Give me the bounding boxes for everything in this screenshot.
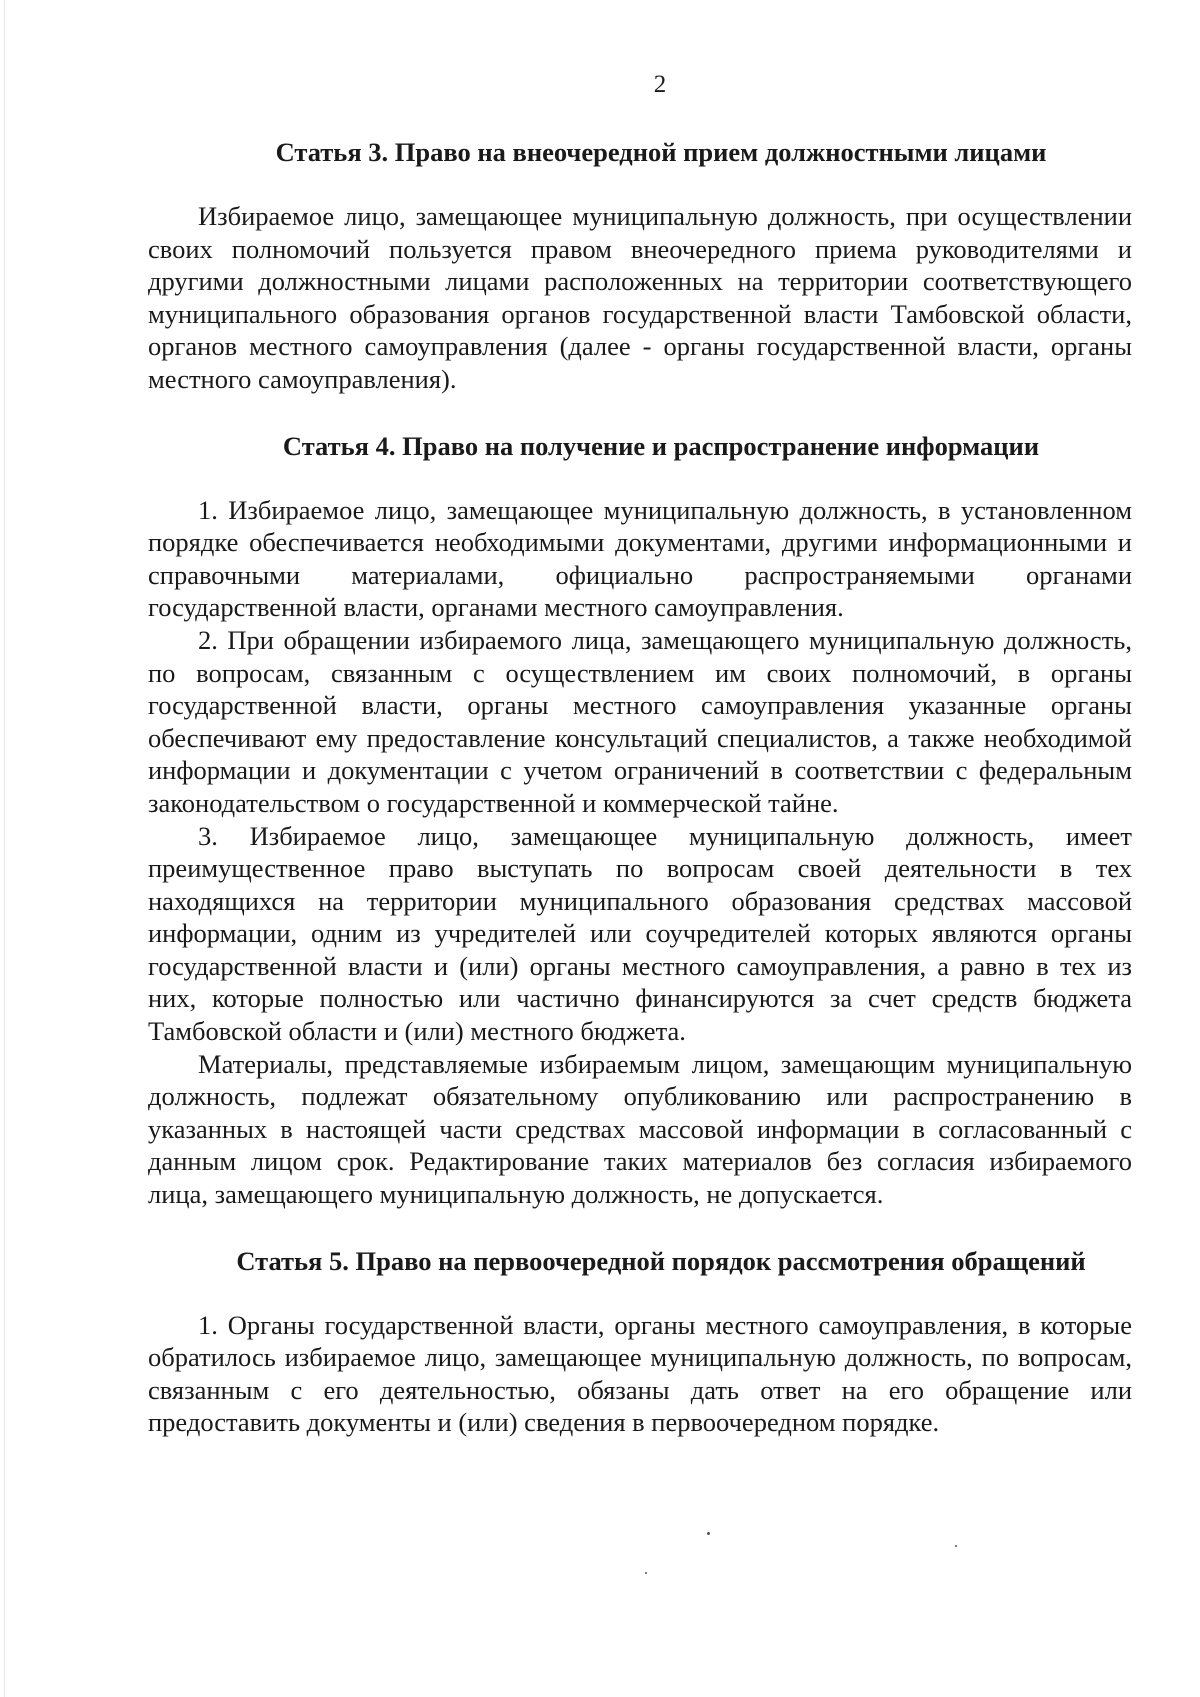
article-4-paragraph-3: 3. Избираемое лицо, замещающее муниципальную должность, имеет преимущественное право выступать по вопросам своей деятельности в тех находящихся на территории муниципального образования средствах массовой информации, одним из учредителей или соучредителей которых являются органы государственной власти и (или) органы местного самоуправления, а равно в тех из них, которые полностью или частично финансируются за счет средств бюджета Тамбовской области и (или) местного бюджета. bbox=[148, 820, 1132, 1047]
page-number: 2 bbox=[653, 71, 667, 98]
article-3 bbox=[148, 136, 1132, 396]
scan-speck bbox=[645, 1572, 647, 1574]
article-4-heading bbox=[148, 430, 1132, 462]
document-page bbox=[148, 70, 1132, 1439]
article-4-paragraph-4: Материалы, представляемые избираемым лицом, замещающим муниципальную должность, подлежат обязательному опубликованию или распространению в указанных в настоящей части средствах массовой информации в согласованный с данным лицом срок. Редактирование таких материалов без согласия избираемого лица, замещающего муниципальную должность, не допускается. bbox=[148, 1048, 1132, 1210]
article-4-paragraph-1: 1. Избираемое лицо, замещающее муниципальную должность, в установленном порядке обеспечивается необходимыми документами, другими информационными и справочными материалами, официально распространяемыми органами государственной власти, органами местного самоуправления. bbox=[148, 494, 1132, 623]
article-4 bbox=[148, 430, 1132, 1211]
article-3-title: Право на внеочередной прием должностными лицами bbox=[394, 137, 1047, 167]
article-4-title: Право на получение и распространение информации bbox=[402, 430, 1040, 461]
scan-speck bbox=[955, 1545, 957, 1547]
article-5 bbox=[148, 1245, 1132, 1439]
article-3-paragraph-1: Избираемое лицо, замещающее муниципальную должность, при осуществлении своих полномочий пользуется правом внеочередного приема руководителями и другими должностными лицами расположенных на территории соответствующего муниципального образования органов государственной власти Тамбовской области, органов местного самоуправления (далее - органы государственной власти, органы местного самоуправления). bbox=[148, 201, 1132, 394]
scan-speck bbox=[707, 1532, 710, 1535]
article-5-paragraph-1: 1. Органы государственной власти, органы местного самоуправления, в которые обратилось избираемое лицо, замещающее муниципальную должность, по вопросам, связанным с его деятельностью, обязаны дать ответ на его обращение или предоставить документы и (или) сведения в первоочередном порядке. bbox=[148, 1309, 1132, 1438]
article-5-heading bbox=[148, 1245, 1132, 1277]
article-4-paragraph-2: 2. При обращении избираемого лица, замещающего муниципальную должность, по вопросам, связанным с осуществлением им своих полномочий, в органы государственной власти, органы местного самоуправления указанные органы обеспечивают ему предоставление консультаций специалистов, а также необходимой информации и документации с учетом ограничений в соответствии с федеральным законодательством о государственной и коммерческой тайне. bbox=[148, 624, 1132, 818]
scan-edge-line bbox=[4, 0, 5, 1697]
article-3-heading bbox=[148, 136, 1132, 168]
article-3-label: Статья 3. bbox=[275, 137, 389, 167]
article-5-title: Право на первоочередной порядок рассмотрения обращений bbox=[355, 1245, 1086, 1276]
article-4-label: Статья 4. bbox=[282, 430, 396, 461]
article-5-label: Статья 5. bbox=[236, 1245, 349, 1276]
